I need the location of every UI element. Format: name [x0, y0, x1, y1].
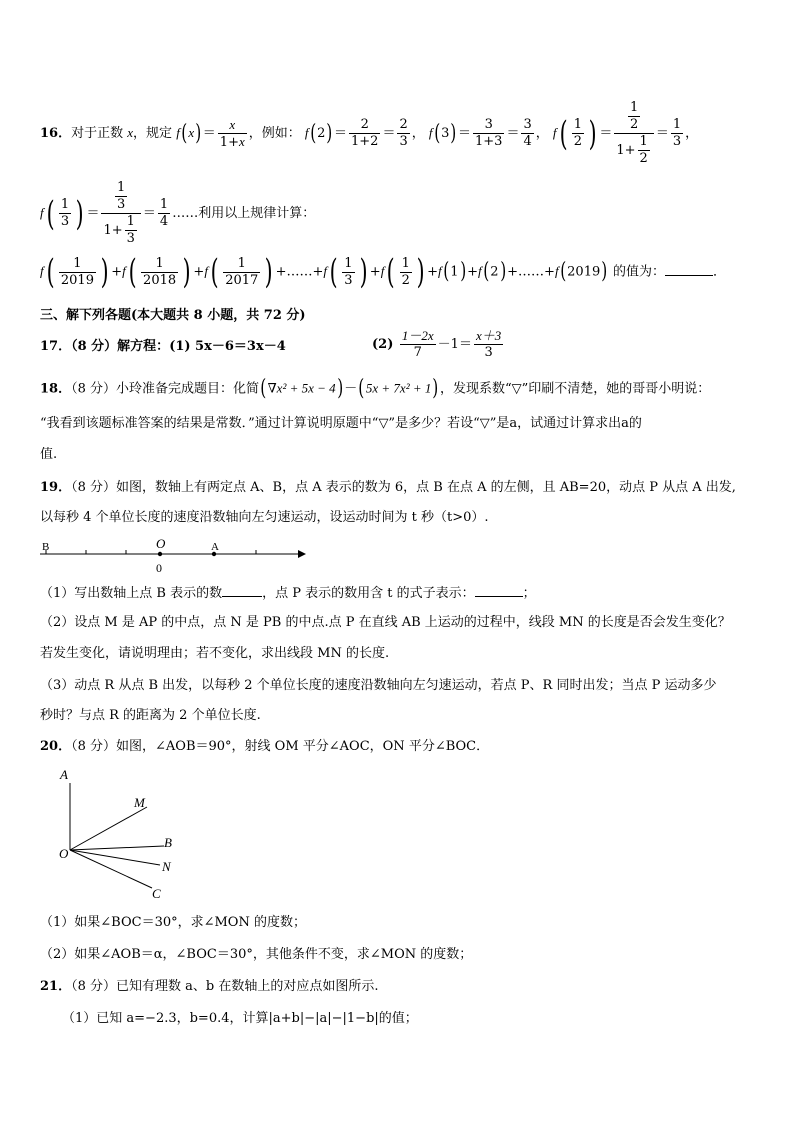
q17-part1: (1) 5x－6＝3x－4	[169, 339, 286, 354]
paren: (	[442, 259, 449, 284]
frac-num: 1－2x	[401, 328, 434, 343]
q20-text: 如图，∠AOB＝90°，射线 OM 平分∠AOC，ON 平分∠BOC．	[116, 739, 490, 754]
frac-num: 3	[523, 117, 532, 132]
frac-1-2017	[223, 256, 260, 289]
fn-f: f	[323, 263, 327, 279]
paren: )	[416, 252, 425, 292]
frac-num: 1	[344, 255, 353, 271]
q19-line2: 以每秒 4 个单位长度的速度沿数轴向左匀速运动，设运动时间为 t 秒（t>0）.	[40, 510, 489, 525]
label-A: A	[211, 541, 219, 553]
label-O: O	[59, 846, 69, 861]
q19-sub3-line1: （3）动点 R 从点 B 出发，以每秒 2 个单位长度的速度沿数轴向左匀速运动，若点 P、R 同时出发；当点 P 运动多少	[40, 678, 717, 693]
var-x: x	[238, 133, 245, 149]
paren: (	[128, 252, 137, 292]
frac-den: 3	[484, 345, 493, 360]
frac-complex-half	[614, 100, 653, 167]
den-text: 1+	[219, 134, 239, 150]
paren: (	[309, 120, 316, 146]
label-M: M	[134, 795, 145, 810]
paren: (	[358, 376, 365, 401]
paren: (	[482, 259, 489, 284]
ellipsis: +……+	[507, 264, 555, 280]
fn-f: f	[554, 263, 559, 279]
paren: (	[433, 120, 440, 146]
score: （8 分）	[71, 339, 118, 354]
label-zero: 0	[156, 561, 162, 575]
q17-frac2	[474, 328, 503, 361]
comma: ，	[535, 126, 549, 141]
frac-num: 1	[117, 180, 126, 195]
q19-sub2-line2: 若发生变化，请说明理由；若不变化，求出线段 MN 的长度.	[40, 646, 390, 661]
answer-blank[interactable]	[665, 261, 713, 276]
q16-example: ，例如：	[248, 126, 301, 141]
arg: 2	[317, 126, 326, 141]
score: （8 分）	[71, 381, 116, 397]
q17-line	[40, 338, 286, 356]
paren: )	[336, 376, 343, 401]
paren: )	[601, 259, 608, 284]
frac-num: 1	[401, 255, 410, 271]
score: （8 分）	[71, 739, 116, 754]
question-number: 19．	[40, 480, 72, 495]
q18-text2: ，发现系数“▽”印刷不清楚，她的哥哥小明说：	[439, 381, 711, 397]
q16-rule: ，规定	[133, 126, 173, 141]
frac-1-2019	[59, 256, 96, 289]
frac-den: 2018	[143, 272, 177, 288]
ellipsis: +……+	[275, 264, 324, 280]
paren: (	[386, 252, 395, 292]
frac-f3-result	[521, 117, 533, 150]
frac-num: 1	[60, 197, 70, 212]
frac-den: 3	[126, 231, 135, 246]
frac-arg-half	[572, 117, 584, 150]
inner-frac	[628, 100, 640, 133]
frac-den: 2017	[225, 272, 259, 288]
fn-f: f	[478, 263, 482, 279]
fn-f: f	[122, 263, 126, 279]
question-number: 17．	[40, 339, 72, 354]
paren: (	[46, 193, 55, 234]
label-B: B	[42, 541, 50, 553]
paren: )	[326, 120, 333, 146]
fn-f: f	[204, 263, 208, 279]
question-number: 20．	[40, 739, 72, 754]
paren: )	[182, 252, 191, 292]
ray-OC	[70, 850, 152, 888]
frac-num: 1	[672, 117, 682, 132]
q20-line1	[40, 738, 489, 756]
inner-frac	[638, 134, 650, 167]
arrow-head-icon	[298, 550, 306, 558]
frac-num: 1	[159, 197, 169, 212]
frac-f3	[473, 117, 504, 150]
q18-line2: “我看到该题标准答案的结果是常数．”通过计算说明原题中“▽”是多少？若设“▽”是a，试通过计算求出a的	[40, 416, 642, 431]
frac-num	[101, 180, 140, 214]
q17-label: 解方程：	[117, 339, 170, 354]
fn-f: f	[40, 205, 44, 220]
frac-den: 2019	[60, 272, 94, 288]
section-heading: 三、解下列各题(本大题共 8 小题，共 72 分)	[40, 308, 306, 323]
frac-num: 3	[473, 117, 504, 134]
q16-line2: f( $\frac{1}{3}$ ) ＝ $\frac{1}{3}$ 1+ $\frac{1}{3}$ ＝ $\frac{1}{4}$ ……利用以上规律计算：	[40, 180, 316, 246]
frac-den: 3	[117, 197, 126, 212]
paren: (	[210, 252, 219, 292]
frac-den	[614, 134, 653, 167]
ray-OB	[70, 846, 164, 850]
arg: 2019	[567, 264, 601, 280]
semicolon: ；	[522, 586, 536, 601]
label-B: B	[164, 835, 172, 850]
frac-half-result	[671, 117, 683, 150]
frac-num: 1	[629, 100, 639, 115]
q19-s1-text: （1）写出数轴上点 B 表示的数	[40, 586, 223, 601]
q16-intro: 对于正数	[71, 126, 124, 141]
paren: (	[559, 113, 568, 154]
fn-f: f	[428, 125, 433, 140]
frac-num: 1	[223, 256, 260, 273]
frac-den: 1+3	[475, 134, 503, 149]
frac-1-2018	[141, 256, 178, 289]
label-A: A	[60, 767, 68, 782]
paren: )	[450, 120, 457, 146]
frac-den	[101, 214, 140, 247]
q18-text: 小玲准备完成题目：化简	[116, 381, 260, 397]
minus-one: －1＝	[437, 337, 472, 352]
paren: (	[559, 259, 566, 284]
q20-sub1: （1）如果∠BOC＝30°，求∠MON 的度数；	[40, 915, 306, 930]
frac-den	[218, 134, 247, 151]
inner-frac	[115, 180, 127, 213]
var-x: x	[127, 125, 134, 140]
q19-sub1	[40, 582, 536, 603]
score: （8 分）	[71, 480, 116, 495]
frac-third-result	[158, 197, 170, 230]
comma: ，	[411, 126, 425, 141]
frac-den: 2	[401, 272, 410, 288]
arg: 1	[450, 264, 459, 280]
q18-line3: 值.	[40, 447, 58, 462]
q16-tail: ……利用以上规律计算：	[172, 206, 316, 221]
question-number: 21．	[40, 979, 72, 994]
q18-line1	[40, 378, 710, 400]
q19-s1-text2: ，点 P 表示的数用含 t 的式子表示：	[262, 586, 475, 601]
frac-den: 4	[159, 214, 169, 229]
frac-1-3	[342, 256, 354, 289]
frac-num	[614, 100, 653, 134]
q18-expr1: ∇x² + 5x − 4	[267, 380, 336, 396]
paren: (	[329, 252, 338, 292]
label-N: N	[162, 859, 171, 874]
paren: )	[459, 259, 466, 284]
q19-sub3-line2: 秒时？与点 R 的距离为 2 个单位长度.	[40, 708, 261, 723]
frac-den: 1+2	[351, 134, 379, 149]
question-number: 18．	[40, 381, 72, 397]
frac-num: 2	[399, 117, 408, 132]
arg: 2	[490, 264, 499, 280]
frac-complex-third	[101, 180, 140, 247]
frac-den: 7	[413, 345, 422, 360]
frac-def	[218, 117, 247, 151]
paren: )	[100, 252, 109, 292]
paren: )	[499, 259, 506, 284]
paren: )	[588, 113, 597, 154]
ray-ON	[70, 850, 160, 865]
frac-den: 2	[573, 134, 583, 149]
fn-f: f	[176, 125, 180, 140]
frac-den: 3	[399, 134, 408, 149]
frac-1-2	[400, 256, 412, 289]
q17-frac1	[400, 328, 436, 361]
fn-f: f	[40, 263, 44, 279]
paren: )	[75, 193, 84, 234]
part-label: (2)	[372, 337, 394, 352]
frac-arg-third	[59, 197, 71, 230]
label-O: O	[156, 536, 166, 551]
paren: (	[260, 376, 267, 401]
frac-den: 2	[629, 117, 639, 132]
frac-f2	[349, 117, 380, 150]
paren: )	[264, 252, 273, 292]
den-text: 1+	[616, 143, 636, 158]
inner-frac	[125, 214, 137, 247]
angle-figure	[52, 765, 192, 905]
arg: 3	[441, 126, 450, 141]
q20-sub2: （2）如果∠AOB＝α，∠BOC＝30°，其他条件不变，求∠MON 的度数；	[40, 947, 473, 962]
frac-f2-result	[397, 117, 409, 150]
frac-num: 1	[573, 117, 583, 132]
q21-line1	[40, 978, 378, 996]
number-line-figure	[36, 534, 306, 576]
frac-num: 1	[59, 256, 96, 273]
minus: －	[344, 381, 358, 397]
frac-num: 1	[126, 214, 135, 229]
q19-text: 如图，数轴上有两定点 A、B，点 A 表示的数为 6，点 B 在点 A 的左侧，且 AB=20，动点 P 从点 A 出发,	[116, 480, 736, 495]
q18-expr2: 5x + 7x² + 1	[365, 380, 432, 396]
paren: )	[195, 120, 202, 146]
frac-den: 3	[60, 214, 70, 229]
paren: )	[432, 376, 439, 401]
question-number: 16．	[40, 126, 72, 141]
q16-ask: 的值为：	[612, 264, 665, 280]
q21-sub1: （1）已知 a=−2.3，b=0.4，计算|a+b|−|a|−|1−b|的值；	[62, 1011, 418, 1026]
frac-den: 3	[672, 134, 682, 149]
frac-den: 3	[344, 272, 353, 288]
paren: )	[359, 252, 368, 292]
frac-num: x	[218, 117, 247, 134]
frac-num: x＋3	[475, 328, 502, 343]
frac-num: 1	[639, 134, 648, 149]
comma: ，	[685, 126, 699, 141]
point-O	[158, 552, 162, 556]
q16-line3: f( $\frac{1}{2019}$ ) +f( $\frac{1}{2018}$ ) +f( $\frac{1}{2017}$ ) +……+f( $\frac{1}{3}$ ) +f( $\frac{1}{2}$ ) +f(1)+f(2)+……+f(2019) 的值为： ．	[40, 252, 727, 292]
paren: (	[46, 252, 55, 292]
ray-OM	[70, 807, 147, 850]
q16-line1: 16．对于正数 x，规定 f(x)＝ $\frac{x}{1+x}$ ，例如： f(2)＝ $\frac{2}{1+2}$ ＝ $\frac{2}{3}$ ， f(3)＝ $\frac{3}{1+3}$ ＝ $\frac{3}{4}$ ， f( $\frac{1}{2}$ ) ＝ $\frac{1}{2}$ 1+ $\frac{1}{2}$ ＝ $\frac{1}{3}$ ，	[40, 100, 699, 166]
q19-sub2-line1: （2）设点 M 是 AP 的中点，点 N 是 PB 的中点.点 P 在直线 AB 上运动的过程中，线段 MN 的长度是否会发生变化？	[40, 615, 731, 630]
fn-f: f	[304, 125, 309, 140]
fn-f: f	[552, 125, 557, 140]
var-x: x	[188, 125, 195, 140]
score: （8 分）	[71, 979, 116, 994]
den-text: 1+	[103, 223, 123, 238]
answer-blank[interactable]	[475, 582, 523, 597]
answer-blank[interactable]	[222, 582, 262, 597]
fn-f: f	[380, 263, 385, 279]
q21-text: 已知有理数 a、b 在数轴上的对应点如图所示.	[116, 979, 379, 994]
frac-den: 4	[523, 134, 532, 149]
q19-line1	[40, 479, 736, 497]
fn-f: f	[438, 263, 442, 279]
frac-num: 1	[141, 256, 178, 273]
frac-num: 2	[349, 117, 380, 134]
frac-den: 2	[639, 151, 648, 166]
q17-part2	[372, 328, 505, 361]
paren: (	[181, 120, 188, 146]
label-C: C	[152, 886, 161, 901]
period: ．	[713, 264, 727, 280]
